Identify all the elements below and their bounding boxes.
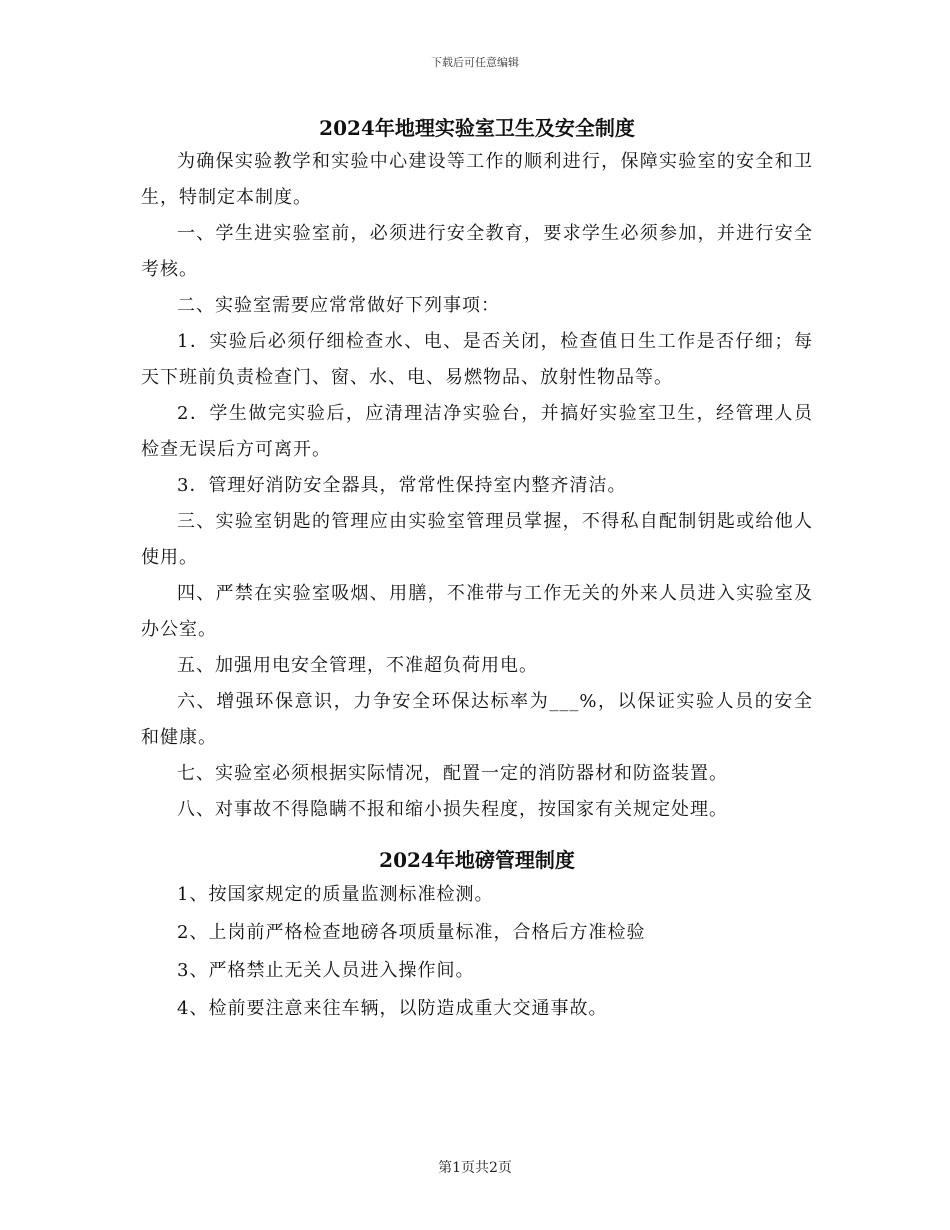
- section2-item-3: 3、严格禁止无关人员进入操作间。: [177, 960, 475, 981]
- section1-paragraph-intro: 为确保实验教学和实验中心建设等工作的顺利进行，保障实验室的安全和卫生，特制定本制度。: [141, 151, 813, 208]
- section2-title: 2024年地磅管理制度: [379, 848, 575, 872]
- header-note: 下载后可任意编辑: [431, 56, 519, 69]
- section2-item-2: 2、上岗前严格检查地磅各项质量标准，合格后方准检验: [177, 922, 646, 943]
- section1-paragraph-4: 四、严禁在实验室吸烟、用膳，不准带与工作无关的外来人员进入实验室及办公室。: [141, 583, 813, 640]
- section1-paragraph-6: 六、增强环保意识，力争安全环保达标率为___%，以保证实验人员的安全和健康。: [141, 691, 813, 748]
- section2-item-4: 4、检前要注意来往车辆，以防造成重大交通事故。: [177, 998, 608, 1019]
- page-footer: 第1页共2页: [438, 1160, 512, 1176]
- document-body: [141, 112, 813, 1028]
- section2-item-1: 1、按国家规定的质量监测标准检测。: [177, 884, 494, 905]
- section1-title: 2024年地理实验室卫生及安全制度: [319, 116, 635, 140]
- section1-item-2: 2．学生做完实验后，应清理洁净实验台，并搞好实验室卫生，经管理人员检查无误后方可离开。: [141, 403, 813, 460]
- section1-paragraph-3: 三、实验室钥匙的管理应由实验室管理员掌握，不得私自配制钥匙或给他人使用。: [141, 511, 813, 568]
- section1-paragraph-5: 五、加强用电安全管理，不准超负荷用电。: [177, 655, 538, 676]
- section1-paragraph-7: 七、实验室必须根据实际情况，配置一定的消防器材和防盗装置。: [177, 763, 728, 784]
- section1-paragraph-1: 一、学生进实验室前，必须进行安全教育，要求学生必须参加，并进行安全考核。: [141, 223, 813, 280]
- section1-paragraph-2: 二、实验室需要应常常做好下列事项：: [177, 295, 500, 316]
- section1-item-3: 3．管理好消防安全器具，常常性保持室内整齐清洁。: [177, 475, 627, 496]
- section1-item-1: 1．实验后必须仔细检查水、电、是否关闭，检查值日生工作是否仔细；每天下班前负责检查门、窗、水、电、易燃物品、放射性物品等。: [141, 331, 813, 388]
- section1-paragraph-8: 八、对事故不得隐瞒不报和缩小损失程度，按国家有关规定处理。: [177, 799, 728, 820]
